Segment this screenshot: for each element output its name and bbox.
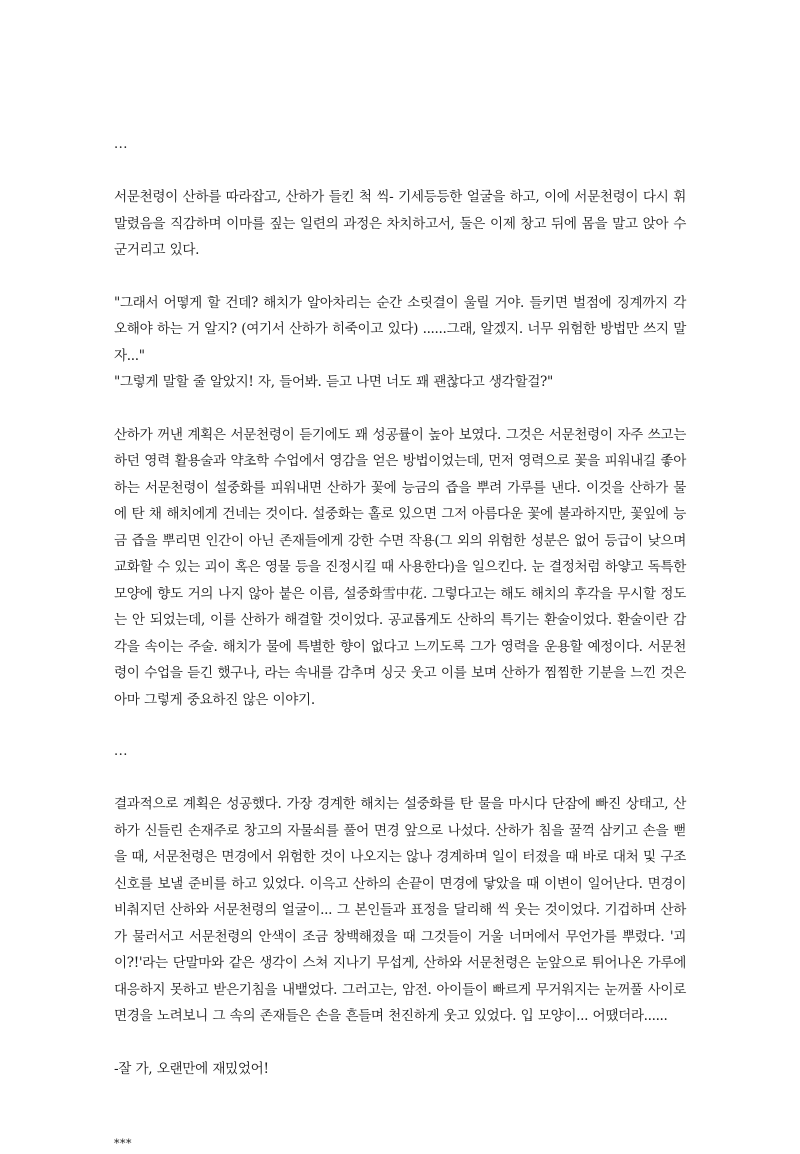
dialogue-line: "그래서 어떻게 할 건데? 해치가 알아차리는 순간 소릿결이 울릴 거야. 들키면 벌점에 징계까지 각오해야 하는 거 알지? (여기서 산하가 히죽이고 있다) ......그래, 알겠지. 너무 위험한 방법만 쓰지 말자..." [114, 294, 686, 364]
document-page [114, 132, 686, 1154]
paragraph-result: 결과적으로 계획은 성공했다. 가장 경계한 해치는 설중화를 탄 물을 마시다 단잠에 빠진 상태고, 산하가 신들린 손재주로 창고의 자물쇠를 풀어 면경 앞으로 나섰다. 산하가 침을 꿀꺽 삼키고 손을 뻗을 때, 서문천령은 면경에서 위험한 것이 나오지는 않나 경계하며 일이 터졌을 때 바로 대처 및 구조 신호를 보낼 준비를 하고 있었다. 이윽고 산하의 손끝이 면경에 닿았을 때 이변이 일어난다. 면경이 비춰지던 산하와 서문천령의 얼굴이... 그 본인들과 표정을 달리해 씩 웃는 것이었다. 기겁하며 산하가 물러서고 서문천령의 안색이 조금 창백해졌을 때 그것들이 거울 너머에서 무언가를 뿌렸다. '괴이?!'라는 단말마와 같은 생각이 스쳐 지나기 무섭게, 산하와 서문천령은 눈앞으로 튀어나온 가루에 대응하지 못하고 받은기침을 내뱉었다. 그러고는, 암전. 아이들이 빠르게 무거워지는 눈꺼풀 사이로 면경을 노려보니 그 속의 존재들은 손을 흔들며 천진하게 웃고 있었다. 입 모양이... 어땠더라...... [114, 796, 686, 1024]
farewell-line: -잘 가, 오랜만에 재밌었어! [114, 1060, 269, 1077]
paragraph-plan: 산하가 꺼낸 계획은 서문천령이 듣기에도 꽤 성공률이 높아 보였다. 그것은 서문천령이 자주 쓰고는 하던 영력 활용술과 약초학 수업에서 영감을 얻은 방법이었는데, 먼저 영력으로 꽃을 피워내길 좋아하는 서문천령이 설중화를 피워내면 산하가 꽃에 능금의 즙을 뿌려 가루를 낸다. 이것을 산하가 물에 탄 채 해치에게 건네는 것이다. 설중화는 홀로 있으면 그저 아름다운 꽃에 불과하지만, 꽃잎에 능금 즙을 뿌리면 인간이 아닌 존재들에게 강한 수면 작용(그 외의 위험한 성분은 없어 등급이 낮으며 교화할 수 있는 괴이 혹은 영물 등을 진정시킬 때 사용한다)을 일으킨다. 눈 결정처럼 하얗고 독특한 모양에 향도 거의 나지 않아 붙은 이름, 설중화雪中花. 그렇다고는 해도 해치의 후각을 무시할 정도는 안 되었는데, 이를 산하가 해결할 것이었다. 공교롭게도 산하의 특기는 환술이었다. 환술이란 감각을 속이는 주술. 해치가 물에 특별한 향이 없다고 느끼도록 그가 영력을 운용할 예정이다. 서문천령이 수업을 듣긴 했구나, 라는 속내를 감추며 싱긋 웃고 이를 보며 산하가 찜찜한 기분을 느낀 것은 아마 그렇게 중요하진 않은 이야기. [114, 426, 686, 708]
dialogue-block [114, 290, 686, 396]
paragraph-intro: 서문천령이 산하를 따라잡고, 산하가 들킨 척 씩- 기세등등한 얼굴을 하고, 이에 서문천령이 다시 휘말렸음을 직감하며 이마를 짚는 일련의 과정은 차치하고서, 둘은 이제 창고 뒤에 몸을 말고 앉아 수군거리고 있다. [114, 189, 686, 258]
scene-break-marker: ... [114, 744, 128, 759]
dialogue-line: "그렇게 말할 줄 알았지! 자, 들어봐. 듣고 나면 너도 꽤 괜찮다고 생각할걸?" [114, 374, 553, 390]
scene-break-marker: ... [114, 137, 128, 152]
section-end-stars: *** [114, 1137, 132, 1150]
